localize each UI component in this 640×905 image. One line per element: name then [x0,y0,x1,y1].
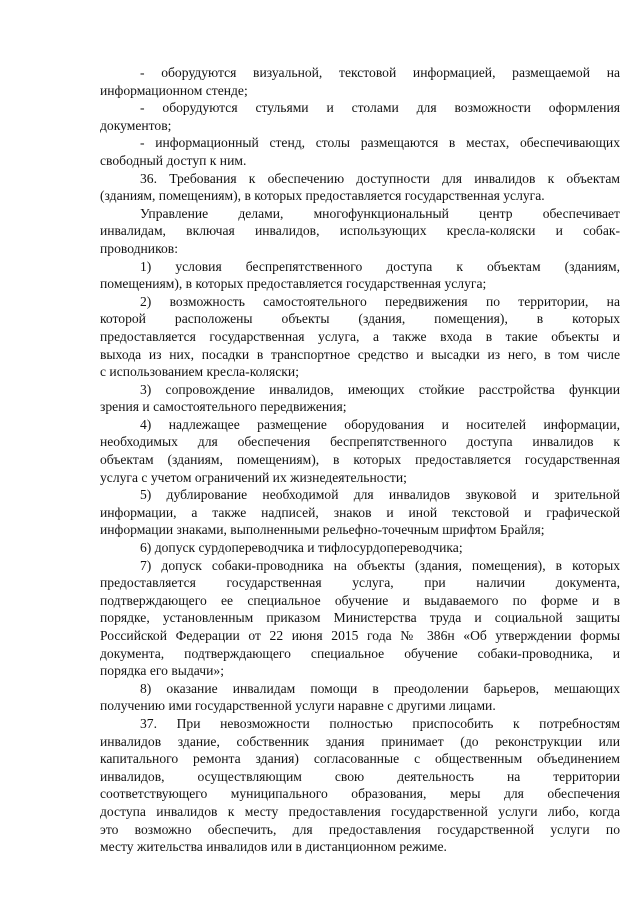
text-line: документа, подтверждающего специальное обучение собаки-проводника, и [100,645,620,661]
text-line: Российской Федерации от 22 июня 2015 года № 386н «Об утверждении формы [100,628,620,643]
text-line: 7) допуск собаки-проводника на объекты (здания, помещения), в которых [140,557,620,573]
text-line: месту жительства инвалидов или в дистанционном режиме. [100,839,447,855]
text-line: которой расположены объекты (здания, помещения), в которых [100,311,620,327]
text-line: инвалидов здание, собственник здания принимает (до реконструкции или [100,733,620,749]
text-line: выхода из них, посадки в транспортное средство и высадки из него, в том числе [100,346,620,362]
text-line: 5) дублирование необходимой для инвалидов звуковой и зрительной [140,487,620,503]
text-line: порядке, установленным приказом Министерства труда и социальной защиты [100,610,620,626]
text-line: 6) допуск сурдопереводчика и тифлосурдопереводчика; [140,540,463,556]
text-line: (зданиям, помещениям), в которых предоставляется государственная услуга. [100,188,545,204]
paragraph [100,134,620,169]
text-line: порядка его выдачи»; [100,663,224,679]
paragraph [100,293,620,381]
text-line: 37. При невозможности полностью приспособить к потребностям [140,715,620,731]
paragraph [100,715,620,856]
text-line: зрения и самостоятельного передвижения; [100,399,347,415]
text-line: 1) условия беспрепятственного доступа к объектам (зданиям, [140,258,620,274]
text-line: - оборудуются стульями и столами для возможности оформления [140,100,620,116]
text-line: доступа инвалидов к месту предоставления государственной услуги либо, когда [100,803,620,819]
paragraph [100,64,620,99]
paragraph [100,416,620,486]
text-line: - информационный стенд, столы размещаются в местах, обеспечивающих [140,135,620,151]
text-line: документов; [100,117,172,133]
paragraph [100,258,620,293]
text-line: 36. Требования к обеспечению доступности для инвалидов к объектам [140,170,620,186]
text-line: свободный доступ к ним. [100,152,247,168]
text-line: Управление делами, многофункциональный центр обеспечивает [140,205,620,221]
text-line: инвалидов, осуществляющим свою деятельность на территории [100,768,620,784]
paragraph [100,680,620,715]
text-line: информации, а также надписей, знаков и иной текстовой и графической [100,504,620,520]
text-line: подтверждающего ее специальное обучение и выдаваемого по форме и в [100,592,620,608]
text-line: соответствующего муниципального образования, меры для обеспечения [100,786,620,802]
text-line: 2) возможность самостоятельного передвижения по территории, на [140,293,620,309]
text-line: предоставляется государственная услуга, а также входа в такие объекты и [100,328,620,344]
text-line: капитального ремонта здания) согласованные с общественным объединением [100,751,620,767]
text-line: информации знаками, выполненными рельефно-точечным шрифтом Брайля; [100,522,545,538]
paragraph [100,557,620,680]
text-line: необходимых для обеспечения беспрепятственного доступа инвалидов к [100,434,620,450]
text-line: - оборудуются визуальной, текстовой информацией, размещаемой на [140,65,620,80]
paragraph [100,381,620,416]
text-line: помещениям), в которых предоставляется государственная услуга; [100,276,487,292]
document-body [100,64,620,856]
text-line: инвалидам, включая инвалидов, использующих кресла-коляски и собак- [100,223,620,239]
text-line: 8) оказание инвалидам помощи в преодолении барьеров, мешающих [140,680,620,696]
text-line: получению ими государственной услуги наравне с другими лицами. [100,698,496,714]
paragraph [100,99,620,134]
text-line: 3) сопровождение инвалидов, имеющих стойкие расстройства функции [140,381,620,397]
paragraph [100,486,620,539]
text-line: объектам (зданиям, помещениям), в которых предоставляется государственная [100,452,620,468]
text-line: информационном стенде; [100,82,248,98]
text-line: 4) надлежащее размещение оборудования и носителей информации, [140,416,620,432]
paragraph [100,170,620,205]
text-line: проводников: [100,240,178,256]
text-line: это возможно обеспечить, для предоставления государственной услуги по [100,821,620,837]
paragraph [100,205,620,258]
text-line: с использованием кресла-коляски; [100,364,299,380]
paragraph [100,539,620,557]
text-line: услуга с учетом ограничений их жизнедеятельности; [100,469,407,485]
text-line: предоставляется государственная услуга, при наличии документа, [100,575,620,591]
